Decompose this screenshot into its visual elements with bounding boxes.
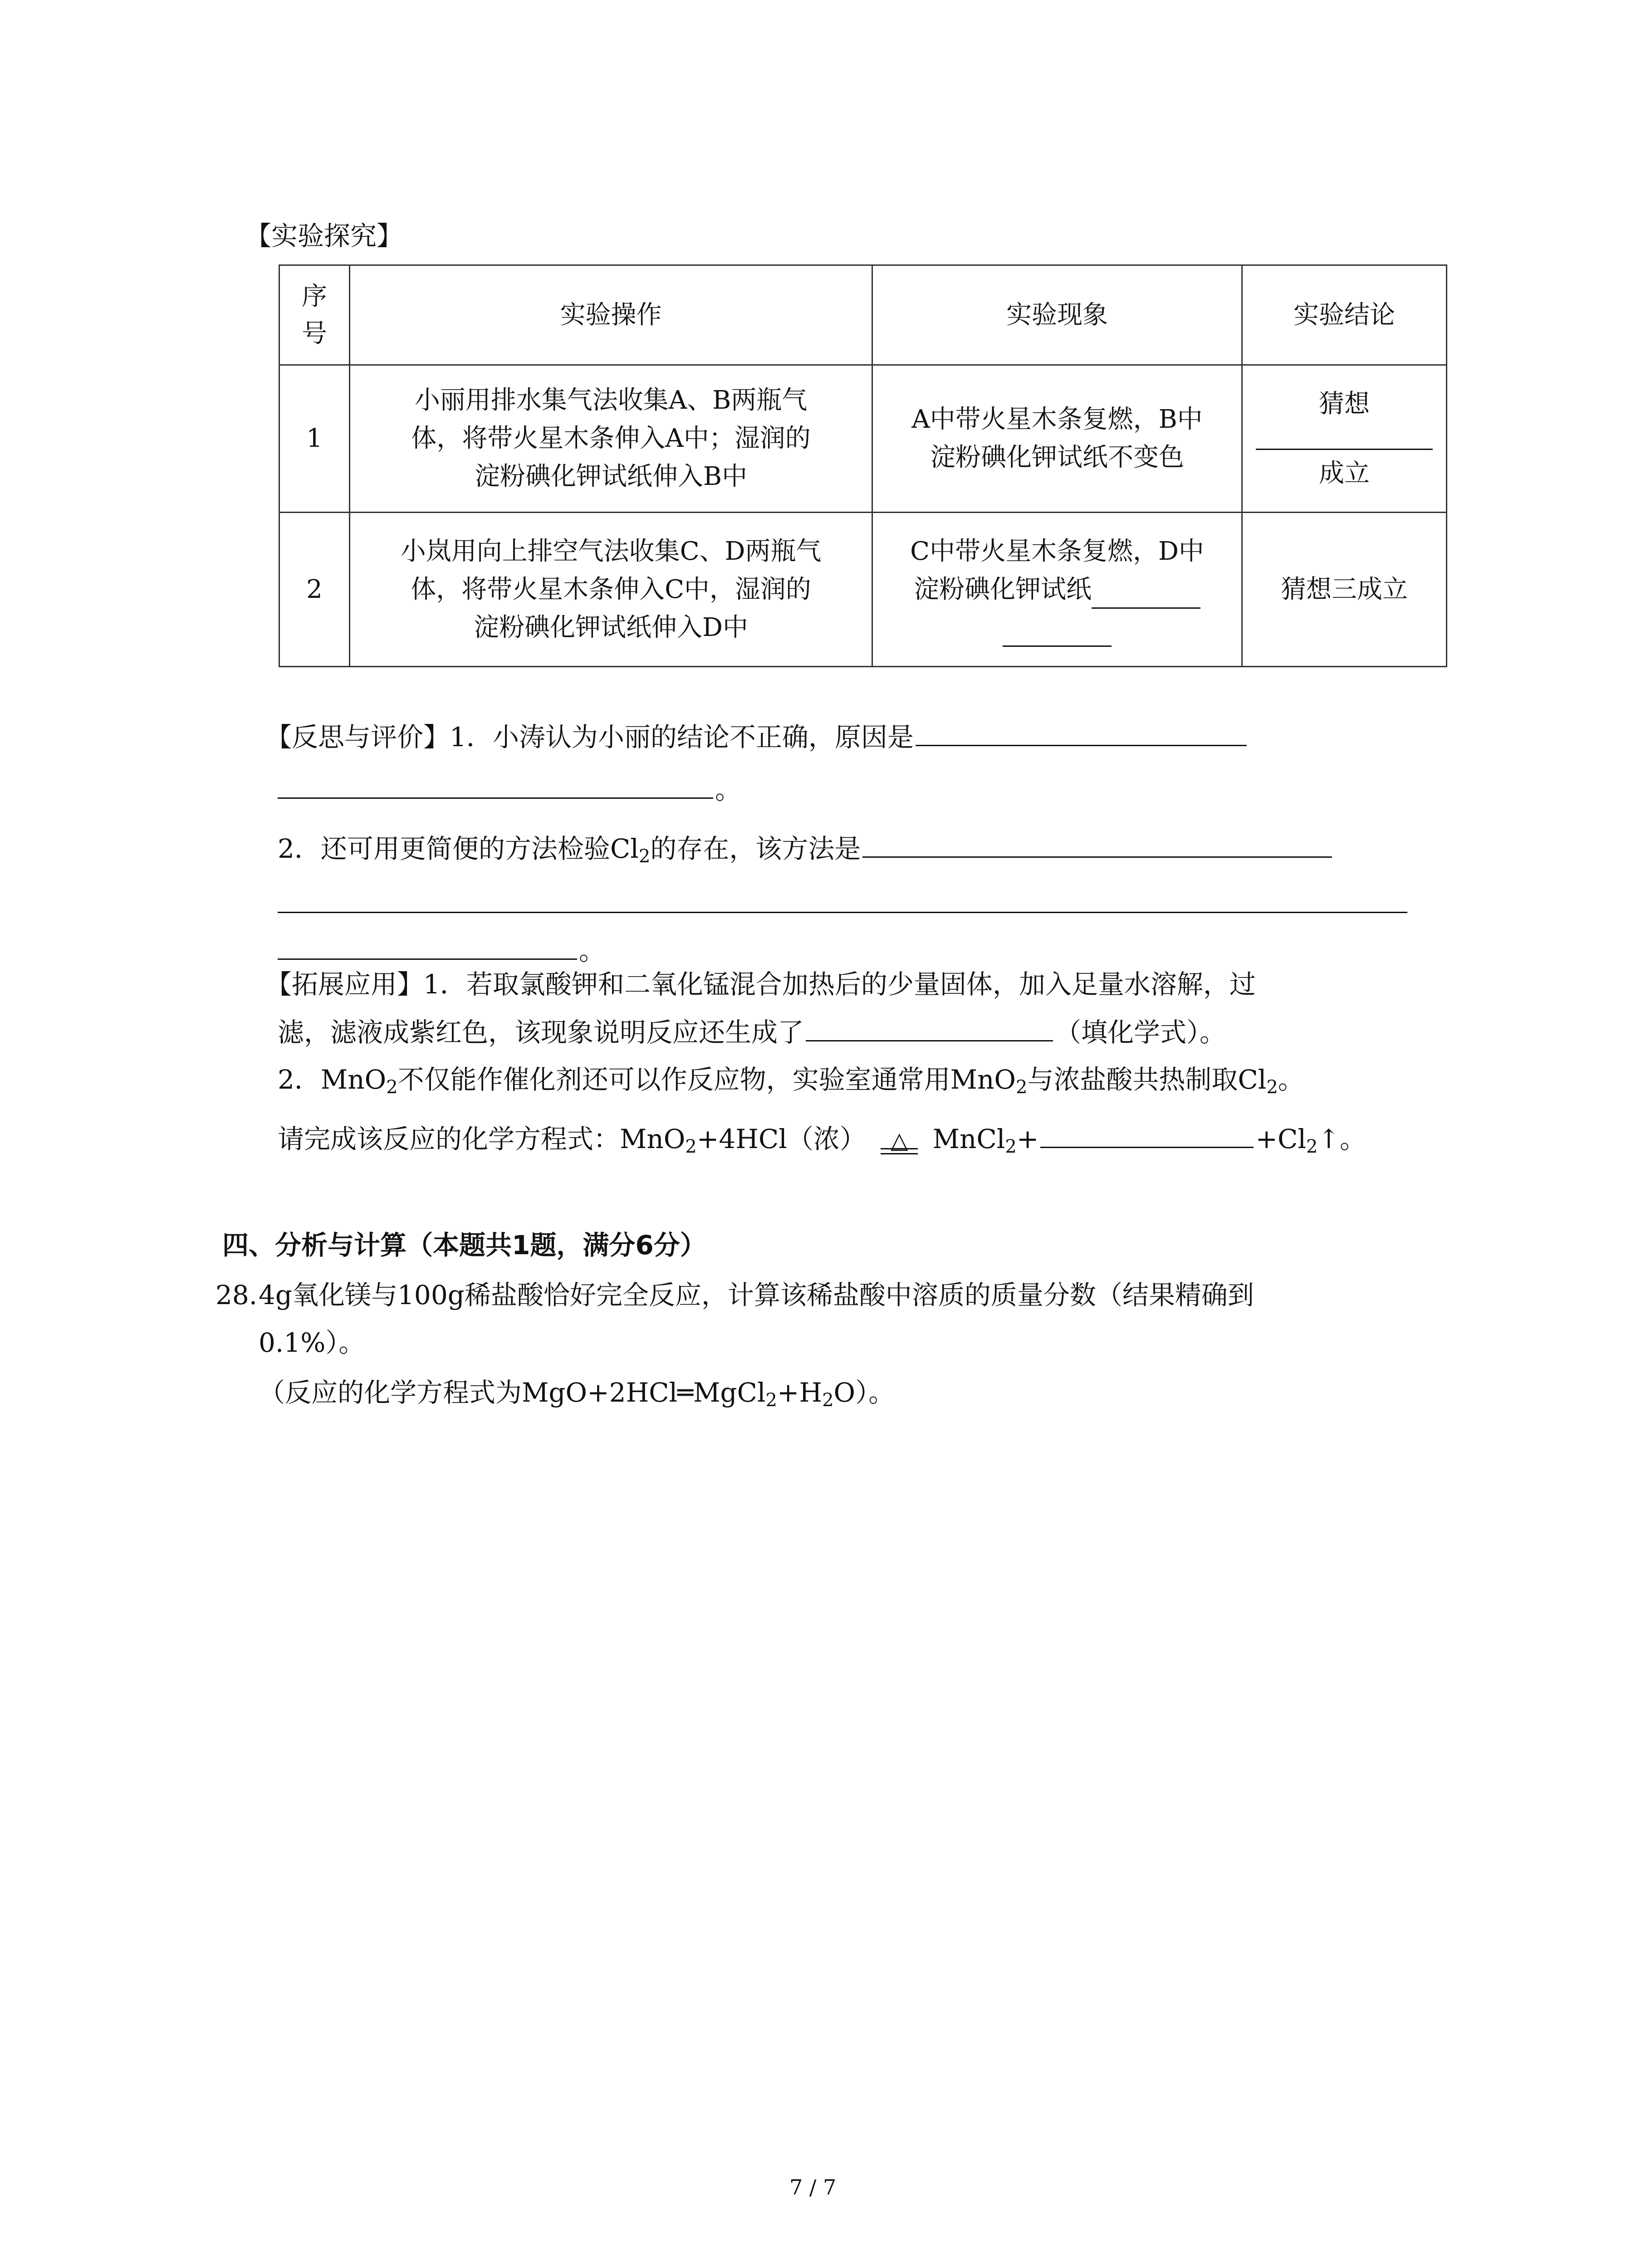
- table-row: [279, 365, 1447, 513]
- row-operation: [350, 365, 872, 513]
- operation-line: 小岚用向上排空气法收集C、D两瓶气: [400, 536, 822, 566]
- heat-condition-symbol: [874, 1121, 924, 1157]
- question-28-line1: 4g氧化镁与100g稀盐酸恰好完全反应，计算该稀盐酸中溶质的质量分数（结果精确到: [259, 1280, 1254, 1310]
- table-row: [279, 513, 1447, 667]
- answer-blank[interactable]: [1003, 618, 1112, 647]
- header-cell-phenomenon: 实验现象: [872, 265, 1242, 365]
- equation-text-c: O）。: [833, 1377, 895, 1408]
- extend-q2-text-b: 不仅能作催化剂还可以作反应物，实验室通常用MnO: [397, 1064, 1016, 1095]
- row-operation: [350, 513, 872, 667]
- subscript: 2: [822, 1390, 834, 1411]
- equation-text: （反应的化学方程式为MgO+2HCl═MgCl: [259, 1377, 766, 1408]
- page-number: 7 / 7: [789, 2175, 837, 2200]
- header-cell-conclusion: 实验结论: [1242, 265, 1447, 365]
- operation-line: 淀粉碘化钾试纸伸入B中: [474, 462, 748, 491]
- equation-product: MnCl: [932, 1124, 1005, 1154]
- question-28-line2: 0.1%）。: [259, 1327, 365, 1358]
- extend-q1-line1: [265, 966, 1256, 1002]
- extend-q2-text-c: 与浓盐酸共热制取Cl: [1027, 1064, 1267, 1095]
- period: 。: [1278, 1064, 1304, 1095]
- operation-line: 淀粉碘化钾试纸伸入D中: [474, 612, 748, 642]
- subscript: 2: [1005, 1136, 1017, 1157]
- phenomenon-line: [879, 571, 1235, 609]
- reflect-q2: 2．还可用更简便的方法检验Cl: [278, 833, 639, 864]
- reflect-q1-line: [265, 719, 1249, 755]
- reflect-q2-cont: [278, 932, 605, 969]
- period: 。: [715, 774, 742, 805]
- gas-arrow: ↑。: [1318, 1124, 1366, 1154]
- conclusion-bottom: 成立: [1319, 458, 1370, 488]
- header-num-text: 序号: [302, 281, 327, 348]
- experiment-table: [279, 264, 1447, 667]
- subscript: 2: [1266, 1077, 1278, 1098]
- reflect-label: 【反思与评价】: [265, 722, 450, 753]
- section-4-title: 四、分析与计算（本题共1题，满分6分）: [222, 1230, 706, 1261]
- extend-q1-tail: （填化学式）。: [1055, 1017, 1226, 1048]
- answer-blank[interactable]: [278, 932, 577, 960]
- answer-blank[interactable]: [916, 719, 1247, 746]
- header-cell-operation: 实验操作: [350, 265, 872, 365]
- period: 。: [579, 935, 606, 966]
- reflect-q2-line: [278, 830, 1334, 867]
- row-conclusion: [1242, 365, 1447, 513]
- equation-reactant: +4HCl（浓）: [696, 1124, 866, 1154]
- extend-q1-line2: [278, 1014, 1226, 1051]
- header-cell-num: [279, 265, 350, 365]
- row-num: 1: [279, 365, 350, 513]
- row-conclusion: 猜想三成立: [1242, 513, 1447, 667]
- answer-blank[interactable]: [1040, 1120, 1254, 1148]
- delta-icon: △: [890, 1127, 908, 1154]
- reflect-q2-rest: 的存在，该方法是: [650, 833, 861, 864]
- phenomenon-line: A中带火星木条复燃，B中: [911, 405, 1203, 434]
- row-phenomenon: [872, 365, 1242, 513]
- question-28-line3: [259, 1374, 895, 1411]
- reflect-q1-cont: [278, 771, 741, 808]
- question-28-number: 28.: [216, 1280, 258, 1310]
- extend-q1-text: 1．若取氯酸钾和二氧化锰混合加热后的少量固体，加入足量水溶解，过: [423, 969, 1256, 1000]
- row-phenomenon: [872, 513, 1242, 667]
- subscript: 2: [1015, 1077, 1028, 1098]
- equation-text-b: +H: [777, 1377, 823, 1408]
- plus: +: [1016, 1124, 1039, 1154]
- operation-line: 体，将带火星木条伸入C中，湿润的: [411, 574, 811, 604]
- answer-blank-full[interactable]: [278, 912, 1407, 913]
- subscript: 2: [685, 1136, 697, 1157]
- extend-q1-text2: 滤，滤液成紫红色，该现象说明反应还生成了: [278, 1017, 804, 1048]
- answer-blank[interactable]: [1092, 580, 1200, 609]
- answer-blank[interactable]: [278, 771, 713, 799]
- reflect-q1: 1．小涛认为小丽的结论不正确，原因是: [450, 722, 914, 753]
- answer-blank[interactable]: [1256, 423, 1433, 450]
- phenomenon-text: 淀粉碘化钾试纸: [914, 574, 1092, 604]
- subscript: 2: [765, 1390, 777, 1411]
- table-header-row: [279, 265, 1447, 365]
- equation-prefix: 请完成该反应的化学方程式：MnO: [278, 1124, 686, 1154]
- extend-label: 【拓展应用】: [265, 969, 424, 1000]
- phenomenon-line: [879, 609, 1235, 647]
- equation-product-2: +Cl: [1255, 1124, 1306, 1154]
- phenomenon-line: C中带火星木条复燃，D中: [910, 536, 1204, 566]
- conclusion-top: 猜想: [1319, 389, 1370, 419]
- equals-icon: [881, 1148, 918, 1154]
- row-num: 2: [279, 513, 350, 667]
- answer-blank[interactable]: [862, 830, 1332, 858]
- subscript: 2: [386, 1077, 398, 1098]
- extend-q2-line2: [278, 1120, 1366, 1157]
- answer-blank[interactable]: [806, 1014, 1053, 1041]
- operation-line: 小丽用排水集气法收集A、B两瓶气: [414, 386, 808, 415]
- phenomenon-line: 淀粉碘化钾试纸不变色: [930, 443, 1184, 472]
- subscript: 2: [1306, 1136, 1318, 1157]
- operation-line: 体，将带火星木条伸入A中；湿润的: [411, 424, 811, 453]
- subscript: 2: [638, 846, 651, 867]
- extend-q2-text: 2．MnO: [278, 1064, 387, 1095]
- section-label-explore: 【实验探究】: [245, 220, 403, 251]
- extend-q2-line1: [278, 1061, 1304, 1098]
